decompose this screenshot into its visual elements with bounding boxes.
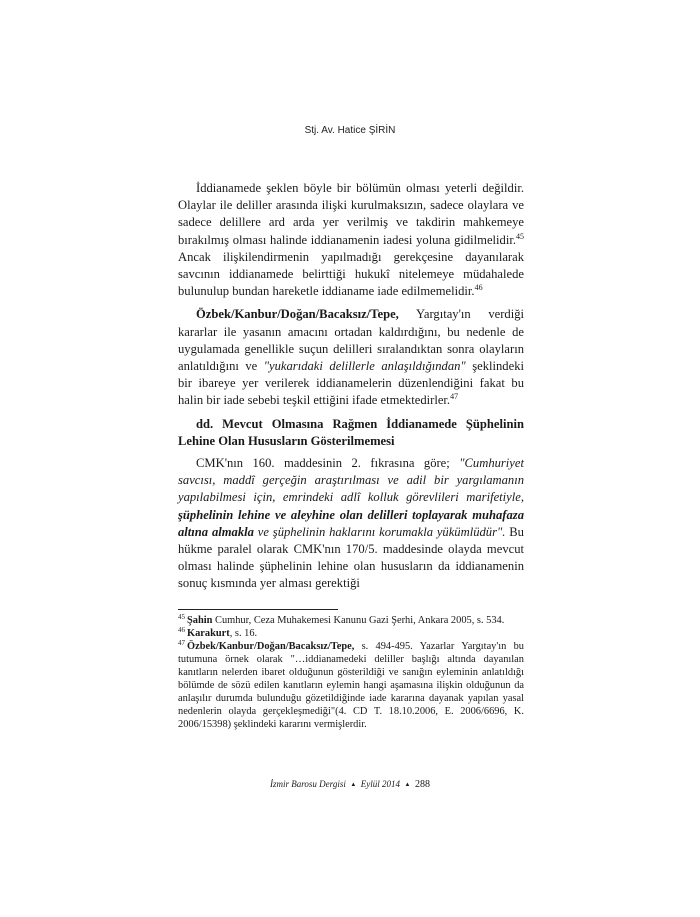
footnote-ref-47[interactable]: 47 [450,392,459,402]
running-header [0,125,700,136]
paragraph-3: CMK'nın 160. maddesinin 2. fıkrasına göre; "Cumhuriyet savcısı, maddî gerçeğin araştırılması ve adil bir yargılamanın yapılabilmesi için, emrindeki adlî kolluk görevlileri marifetiyle, şüphelinin lehine ve aleyhine olan delilleri toplayarak muhafaza altına almakla ve şüphelinin haklarını korumakla yükümlüdür". Bu hükme paralel olarak CMK'nın 170/5. maddesinde olayda mevcut olması halinde şüphelinin lehine olan hususların da iddianamenin sonuç kısmında yer alması gerektiği [178,456,524,591]
authors-name: Özbek/Kanbur/Doğan/Bacaksız/Tepe, [196,307,399,322]
footnotes [178,614,524,731]
paragraph-2: Özbek/Kanbur/Doğan/Bacaksız/Tepe, Yargıtay'ın verdiği kararlar ile yasanın amacını ortadan kaldırdığını, bu nedenle de uygulamada genellikle suçun delilleri sıralandıktan sonra olayların anlatıldığını ve "yukarıdaki delillerle anlaşıldığından" şeklindeki bir ibareye yer verilerek iddianamelerin düzenlendiğini fakat bu halin bir iade sebebi teşkil ettiğini ifade etmektedirler.$^{47}$ [178,307,524,408]
footnote-46: $^{46}$ Karakurt, s. 16. [178,625,258,639]
page-number: 288 [415,779,430,790]
issue-date: Eylül 2014 [360,779,401,789]
footnote-47: $^{47}$ Özbek/Kanbur/Doğan/Bacaksız/Tepe, s. 494-495. Yazarlar Yargıtay'ın bu tutumuna örnek olarak "…iddianamedeki deliller başlığı altında dayanılan kanıtların nelerden ibaret olduğunun gösterildiği ve sanığın eyleminin anlatıldığı bölümde de sözü edilen kanıtların eylemin hangi aşamasına ilişkin olduğunun da anlaşılır durumda bulunduğu gözetildiğinde iade kararına dayanak yapılan yasal nedenlerin olayda gerçekleşmediği"(4. CD T. 18.10.2006, E. 2006/6696, K. 2006/15398) şeklindeki kararını vermişlerdir. [178,638,524,730]
paragraph-1: İddianamede şeklen böyle bir bölümün olması yeterli değildir. Olaylar ile deliller arasında ilişki kurulmaksızın, sadece olaylara ve sadece delillere ard arda yer verilmiş ve takdirin mahkemeye bırakılmış olması halinde iddianamenin iadesi yoluna gidilmelidir.$^{45}$ Ancak ilişkilendirmenin yapılmadığı gerekçesine dayanılarak savcının iddianamede belirttiği hukukî nitelemeye müdahalede bulunulup bundan hareketle iddianame iade edilmemelidir.$^{46}$ [178,181,524,299]
running-footer [0,779,700,790]
triangle-separator-icon: ▲ [350,781,357,788]
emphasized-quote: şüphelinin lehine ve aleyhine olan delilleri toplayarak muhafaza altına almakla [178,507,524,539]
quoted-phrase: "yukarıdaki delillerle anlaşıldığından" [263,359,466,374]
section-heading: dd. Mevcut Olmasına Rağmen İddianamede Şüphelinin Lehine Olan Hususların Gösterilmemesi [178,416,524,448]
journal-name: İzmir Barosu Dergisi [270,779,346,789]
footnote-ref-46[interactable]: 46 [474,283,483,293]
main-text [178,180,524,593]
footnote-divider [178,609,338,610]
triangle-separator-icon: ▲ [404,781,411,788]
footnote-45: $^{45}$ Şahin Cumhur, Ceza Muhakemesi Kanunu Gazi Şerhi, Ankara 2005, s. 534. [178,612,505,626]
header-author: Stj. Av. Hatice ŞİRİN [304,125,396,136]
footnote-ref-45[interactable]: 45 [516,231,524,241]
